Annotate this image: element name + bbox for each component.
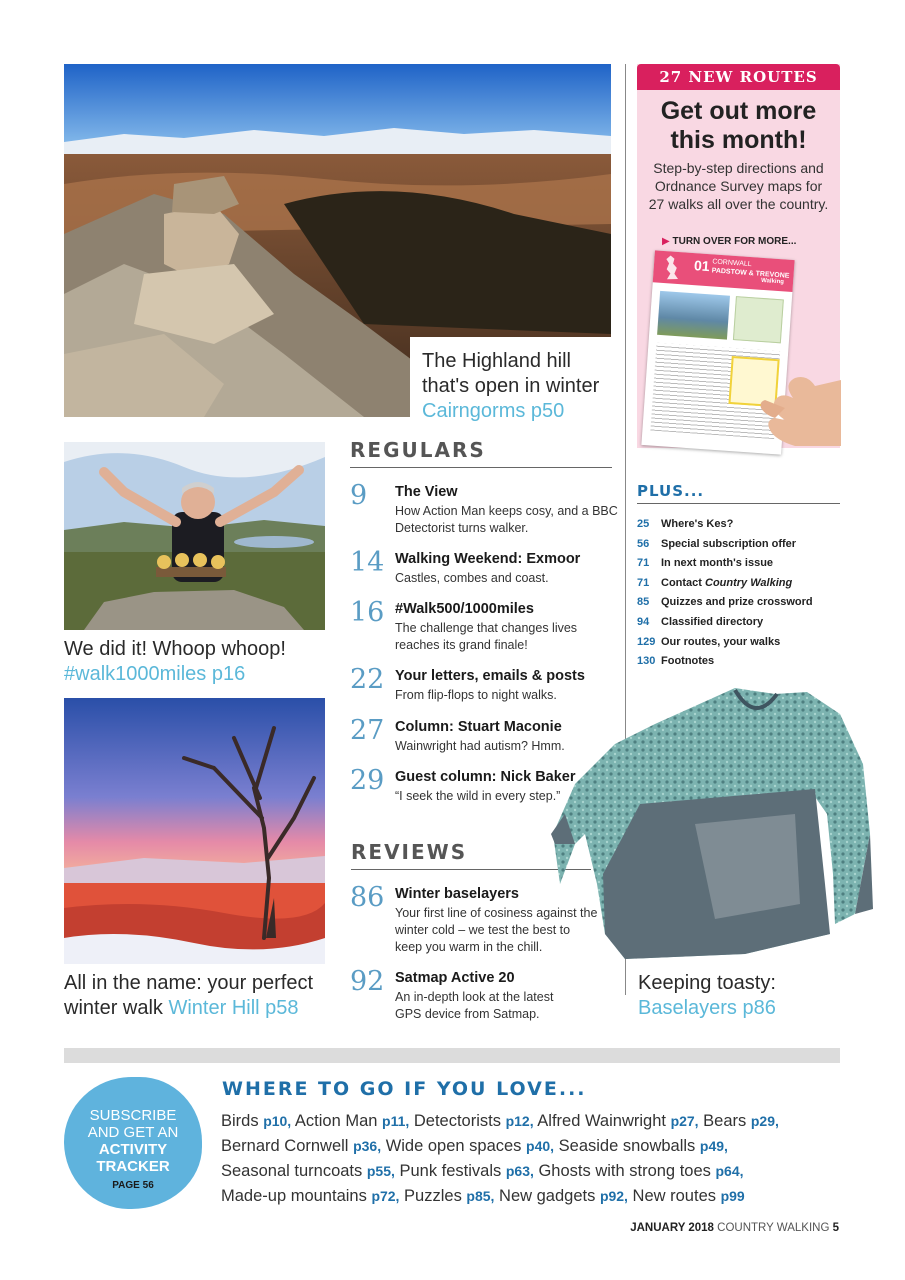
where-item-name: Punk festivals xyxy=(399,1162,502,1180)
subscribe-badge[interactable] xyxy=(64,1077,202,1209)
plus-rule xyxy=(637,503,840,504)
plus-item[interactable] xyxy=(637,538,847,558)
where-item-name: Puzzles xyxy=(404,1187,462,1205)
where-item-page: p55, xyxy=(366,1163,395,1179)
footer-page-number: 5 xyxy=(832,1222,839,1234)
where-item-name: Made-up mountains xyxy=(221,1187,367,1205)
plus-item-text: Footnotes xyxy=(661,655,715,668)
where-item[interactable] xyxy=(538,1162,743,1180)
caption-walk1000 xyxy=(64,637,334,687)
caption-cairngorms-ref: Cairngorms p50 xyxy=(422,400,565,422)
caption-winterhill-line2: winter walk xyxy=(64,997,163,1019)
regulars-item-title: Column: Stuart Maconie xyxy=(395,719,562,735)
where-line xyxy=(221,1134,851,1159)
reviews-heading: REVIEWS xyxy=(351,840,468,864)
where-item-page: p72, xyxy=(371,1188,400,1204)
caption-baselayers-ref: Baselayers p86 xyxy=(638,997,776,1019)
plus-item[interactable] xyxy=(637,557,847,577)
where-item-name: Seasonal turncoats xyxy=(221,1162,363,1180)
plus-item-page: 56 xyxy=(637,537,650,550)
regulars-item-number: 27 xyxy=(350,715,385,746)
regulars-item-number: 14 xyxy=(350,547,385,578)
footer-issue-date: JANUARY 2018 xyxy=(630,1222,714,1234)
regulars-item-number: 22 xyxy=(350,664,385,695)
subscribe-badge-line2 xyxy=(64,1141,202,1175)
subscribe-badge-line1 xyxy=(64,1107,202,1141)
regulars-item-title: Your letters, emails & posts xyxy=(395,668,585,684)
where-item-name: Birds xyxy=(221,1112,259,1130)
caption-winterhill-ref: Winter Hill p58 xyxy=(168,997,299,1019)
reviews-item-number: 86 xyxy=(350,882,385,913)
where-item[interactable] xyxy=(404,1187,494,1205)
caption-walk1000-ref: #walk1000miles p16 xyxy=(64,663,246,685)
regulars-item-title: Guest column: Nick Baker xyxy=(395,769,576,785)
regulars-item-title: Walking Weekend: Exmoor xyxy=(395,551,581,567)
caption-cairngorms-line1: The Highland hill xyxy=(422,350,571,372)
where-item[interactable] xyxy=(499,1187,628,1205)
regulars-item-desc: Castles, combes and coast. xyxy=(395,571,549,585)
plus-item[interactable] xyxy=(637,518,847,538)
plus-item-text: Special subscription offer xyxy=(661,537,797,550)
route-card-photo xyxy=(657,291,730,340)
where-item[interactable] xyxy=(633,1187,745,1205)
subscribe-text-4: TRACKER xyxy=(96,1158,170,1175)
regulars-item-desc: Wainwright had autism? Hmm. xyxy=(395,739,565,753)
where-item-name: New gadgets xyxy=(499,1187,596,1205)
regulars-item-number: 9 xyxy=(350,480,368,511)
where-item-page: p63, xyxy=(505,1163,534,1179)
caption-baselayers xyxy=(638,971,838,1021)
where-item-name: Alfred Wainwright xyxy=(537,1112,666,1130)
plus-item-page: 130 xyxy=(637,655,656,668)
where-item-page: p99 xyxy=(720,1188,745,1204)
where-item-page: p29, xyxy=(750,1113,779,1129)
regulars-rule xyxy=(350,467,612,468)
where-item[interactable] xyxy=(399,1162,533,1180)
route-card-map xyxy=(733,296,784,343)
plus-item-page: 71 xyxy=(637,576,650,589)
where-item-name: Ghosts with strong toes xyxy=(538,1162,711,1180)
routes-promo-body: Step-by-step directions and Ordnance Survey maps for 27 walks all over the country. xyxy=(648,160,829,212)
plus-item-page: 71 xyxy=(637,557,650,570)
regulars-heading: REGULARS xyxy=(350,438,486,462)
caption-walk1000-line1: We did it! Whoop whoop! xyxy=(64,638,286,660)
where-item[interactable] xyxy=(221,1137,381,1155)
route-card-title: PADSTOW & TREVONE xyxy=(711,267,790,280)
where-item[interactable] xyxy=(703,1112,779,1130)
hand-illustration xyxy=(755,360,841,446)
where-item-page: p36, xyxy=(353,1138,382,1154)
plus-item-text: Contact xyxy=(661,576,705,589)
where-item-name: Bears xyxy=(703,1112,747,1130)
column-divider xyxy=(625,64,626,754)
walk1000-photo xyxy=(64,442,325,630)
where-item[interactable] xyxy=(221,1162,395,1180)
reviews-item-desc: Your first line of cosiness against the winter cold – we test the best to keep you warm in the chill. xyxy=(395,906,598,954)
where-item-page: p10, xyxy=(263,1113,292,1129)
where-item-page: p11, xyxy=(382,1113,410,1129)
where-item-name: Action Man xyxy=(294,1112,378,1130)
subscribe-badge-page: PAGE 56 xyxy=(112,1180,154,1191)
plus-item[interactable] xyxy=(637,636,847,656)
plus-item-text: In next month's issue xyxy=(661,557,774,570)
where-item[interactable] xyxy=(295,1112,409,1130)
regulars-item-desc: “I seek the wild in every step.” xyxy=(395,789,561,803)
reviews-item-desc: An in-depth look at the latest GPS device from Satmap. xyxy=(395,990,554,1021)
where-item-page: p64, xyxy=(715,1163,744,1179)
where-item-page: p40, xyxy=(526,1138,555,1154)
walk1000-illustration xyxy=(64,442,325,630)
where-item-name: Bernard Cornwell xyxy=(221,1137,349,1155)
where-item-page: p49, xyxy=(699,1138,728,1154)
where-item-page: p27, xyxy=(670,1113,699,1129)
where-item[interactable] xyxy=(559,1137,728,1155)
plus-item[interactable] xyxy=(637,577,847,597)
where-item-page: p85, xyxy=(466,1188,495,1204)
plus-heading: PLUS... xyxy=(637,482,705,500)
plus-item-page: 25 xyxy=(637,518,650,530)
reviews-item-number: 92 xyxy=(350,966,385,997)
route-card-region: CORNWALL xyxy=(712,258,752,269)
regulars-item-desc: The challenge that changes lives reaches its grand finale! xyxy=(395,621,578,652)
where-item[interactable] xyxy=(414,1112,534,1130)
where-line xyxy=(221,1109,851,1134)
where-line xyxy=(221,1159,851,1184)
plus-item-text: Quizzes and prize crossword xyxy=(661,596,813,609)
subscribe-text-2: AND GET AN xyxy=(87,1124,179,1141)
baselayer-top-illustration xyxy=(545,684,875,969)
where-item[interactable] xyxy=(221,1187,399,1205)
footer-magazine: COUNTRY WALKING xyxy=(717,1222,830,1234)
regulars-item-number: 29 xyxy=(350,765,385,796)
plus-item[interactable] xyxy=(637,616,847,636)
where-item-page: p12, xyxy=(505,1113,534,1129)
routes-promo-headline-2: this month! xyxy=(670,126,807,154)
plus-item-page: 85 xyxy=(637,596,650,609)
where-item-page: p92, xyxy=(599,1188,628,1204)
regulars-item-number: 16 xyxy=(350,597,385,628)
section-divider-bar xyxy=(64,1048,840,1063)
caption-cairngorms-line2: that's open in winter xyxy=(422,375,600,397)
where-item-name: Wide open spaces xyxy=(385,1137,522,1155)
where-item-name: New routes xyxy=(632,1187,716,1205)
plus-item-text: Where's Kes? xyxy=(661,518,734,530)
plus-item-page: 94 xyxy=(637,615,650,628)
routes-promo-tag: 27 NEW ROUTES xyxy=(637,64,840,90)
where-item[interactable] xyxy=(537,1112,698,1130)
routes-promo-cta-text: TURN OVER FOR MORE... xyxy=(672,236,797,247)
regulars-item-desc: From flip-flops to night walks. xyxy=(395,688,557,702)
where-item-name: Seaside snowballs xyxy=(558,1137,696,1155)
subscribe-text-3: ACTIVITY xyxy=(98,1141,168,1158)
where-line xyxy=(221,1184,851,1209)
where-item[interactable] xyxy=(221,1112,291,1130)
plus-item-text: Our routes, your walks xyxy=(661,635,781,648)
caption-baselayers-line1: Keeping toasty: xyxy=(638,972,776,994)
where-heading: WHERE TO GO IF YOU LOVE... xyxy=(222,1078,587,1100)
routes-promo-headline-1: Get out more xyxy=(660,97,817,125)
regulars-item-title: #Walk500/1000miles xyxy=(395,601,534,617)
uk-map-icon xyxy=(659,254,683,281)
plus-item[interactable] xyxy=(637,655,847,675)
routes-promo-cta[interactable] xyxy=(662,236,796,247)
winterhill-photo xyxy=(64,698,325,964)
plus-list xyxy=(637,518,847,675)
page-footer xyxy=(630,1222,839,1234)
where-item[interactable] xyxy=(386,1137,554,1155)
plus-item-page: 129 xyxy=(637,635,656,648)
route-card-number: 01 xyxy=(693,257,711,275)
caption-winterhill-line1: All in the name: your perfect xyxy=(64,972,314,994)
plus-item-emphasis: Country Walking xyxy=(705,576,793,589)
where-list xyxy=(221,1109,851,1209)
subscribe-text-1: SUBSCRIBE xyxy=(89,1107,177,1124)
winterhill-illustration xyxy=(64,698,325,964)
reviews-item-title: Winter baselayers xyxy=(395,886,519,902)
plus-item[interactable] xyxy=(637,596,847,616)
plus-item-text: Classified directory xyxy=(661,615,764,628)
caption-winterhill xyxy=(64,971,339,1021)
caption-cairngorms xyxy=(422,349,622,424)
where-item-name: Detectorists xyxy=(413,1112,501,1130)
regulars-item-title: The View xyxy=(395,484,458,500)
regulars-item-desc: How Action Man keeps cosy, and a BBC Detectorist turns walker. xyxy=(395,504,618,535)
play-arrow-icon: ▶ xyxy=(662,236,670,247)
reviews-item-title: Satmap Active 20 xyxy=(395,970,515,986)
routes-promo-headline xyxy=(637,97,840,155)
route-card-brand: Walking xyxy=(760,277,785,286)
